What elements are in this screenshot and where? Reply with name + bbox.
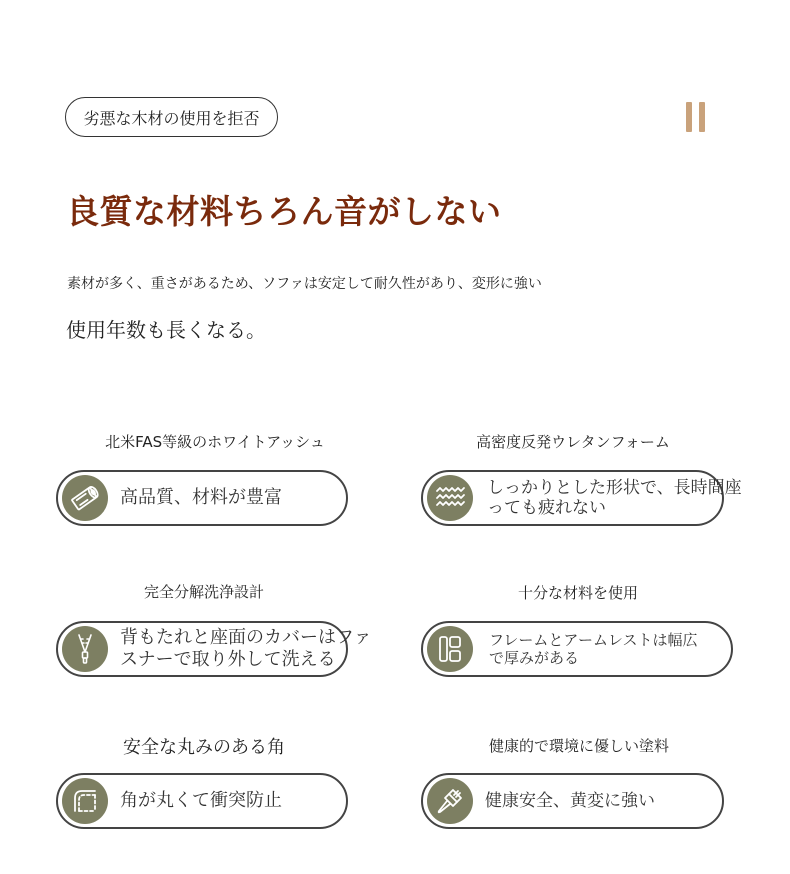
wave-foam-icon	[427, 475, 473, 521]
headline: 良質な材料ちろん音がしない	[66, 192, 502, 231]
feature-title-6: 健康的で環境に優しい塗料	[488, 737, 669, 755]
pause-icon[interactable]	[686, 102, 706, 132]
feature-title-1: 北米FAS等級のホワイトアッシュ	[105, 433, 325, 451]
feature-card-1	[56, 470, 348, 526]
feature-title-4: 十分な材料を使用	[517, 584, 638, 602]
feature-text-6: 健康安全、黄変に強い	[485, 791, 655, 811]
rounded-corner-icon	[62, 778, 108, 824]
feature-card-2	[421, 470, 742, 526]
feature-title-5: 安全な丸みのある角	[123, 737, 285, 758]
feature-text-2: しっかりとした形状で、長時間座 っても疲れない	[487, 478, 742, 518]
feature-card-5	[56, 773, 348, 829]
feature-card-4	[421, 621, 733, 677]
feature-title-3: 完全分解洗浄設計	[143, 583, 264, 601]
feature-text-4: フレームとアームレストは幅広 で厚みがある	[489, 631, 698, 667]
feature-text-1: 高品質、材料が豊富	[120, 487, 282, 508]
feature-card-6	[421, 773, 724, 829]
description-line-2: 使用年数も長くなる。	[66, 318, 266, 342]
feature-text-5: 角が丸くて衝突防止	[120, 790, 282, 811]
paint-brush-icon	[427, 778, 473, 824]
feature-card-3	[56, 621, 372, 677]
feature-text-3: 背もたれと座面のカバーはファ スナーで取り外して洗える	[120, 627, 372, 670]
zipper-icon	[62, 626, 108, 672]
feature-title-2: 高密度反発ウレタンフォーム	[476, 433, 670, 451]
wood-log-icon	[62, 475, 108, 521]
description-line-1: 素材が多く、重さがあるため、ソファは安定して耐久性があり、変形に強い	[67, 276, 542, 292]
tag-pill: 劣悪な木材の使用を拒否	[65, 97, 278, 137]
frame-icon	[427, 626, 473, 672]
